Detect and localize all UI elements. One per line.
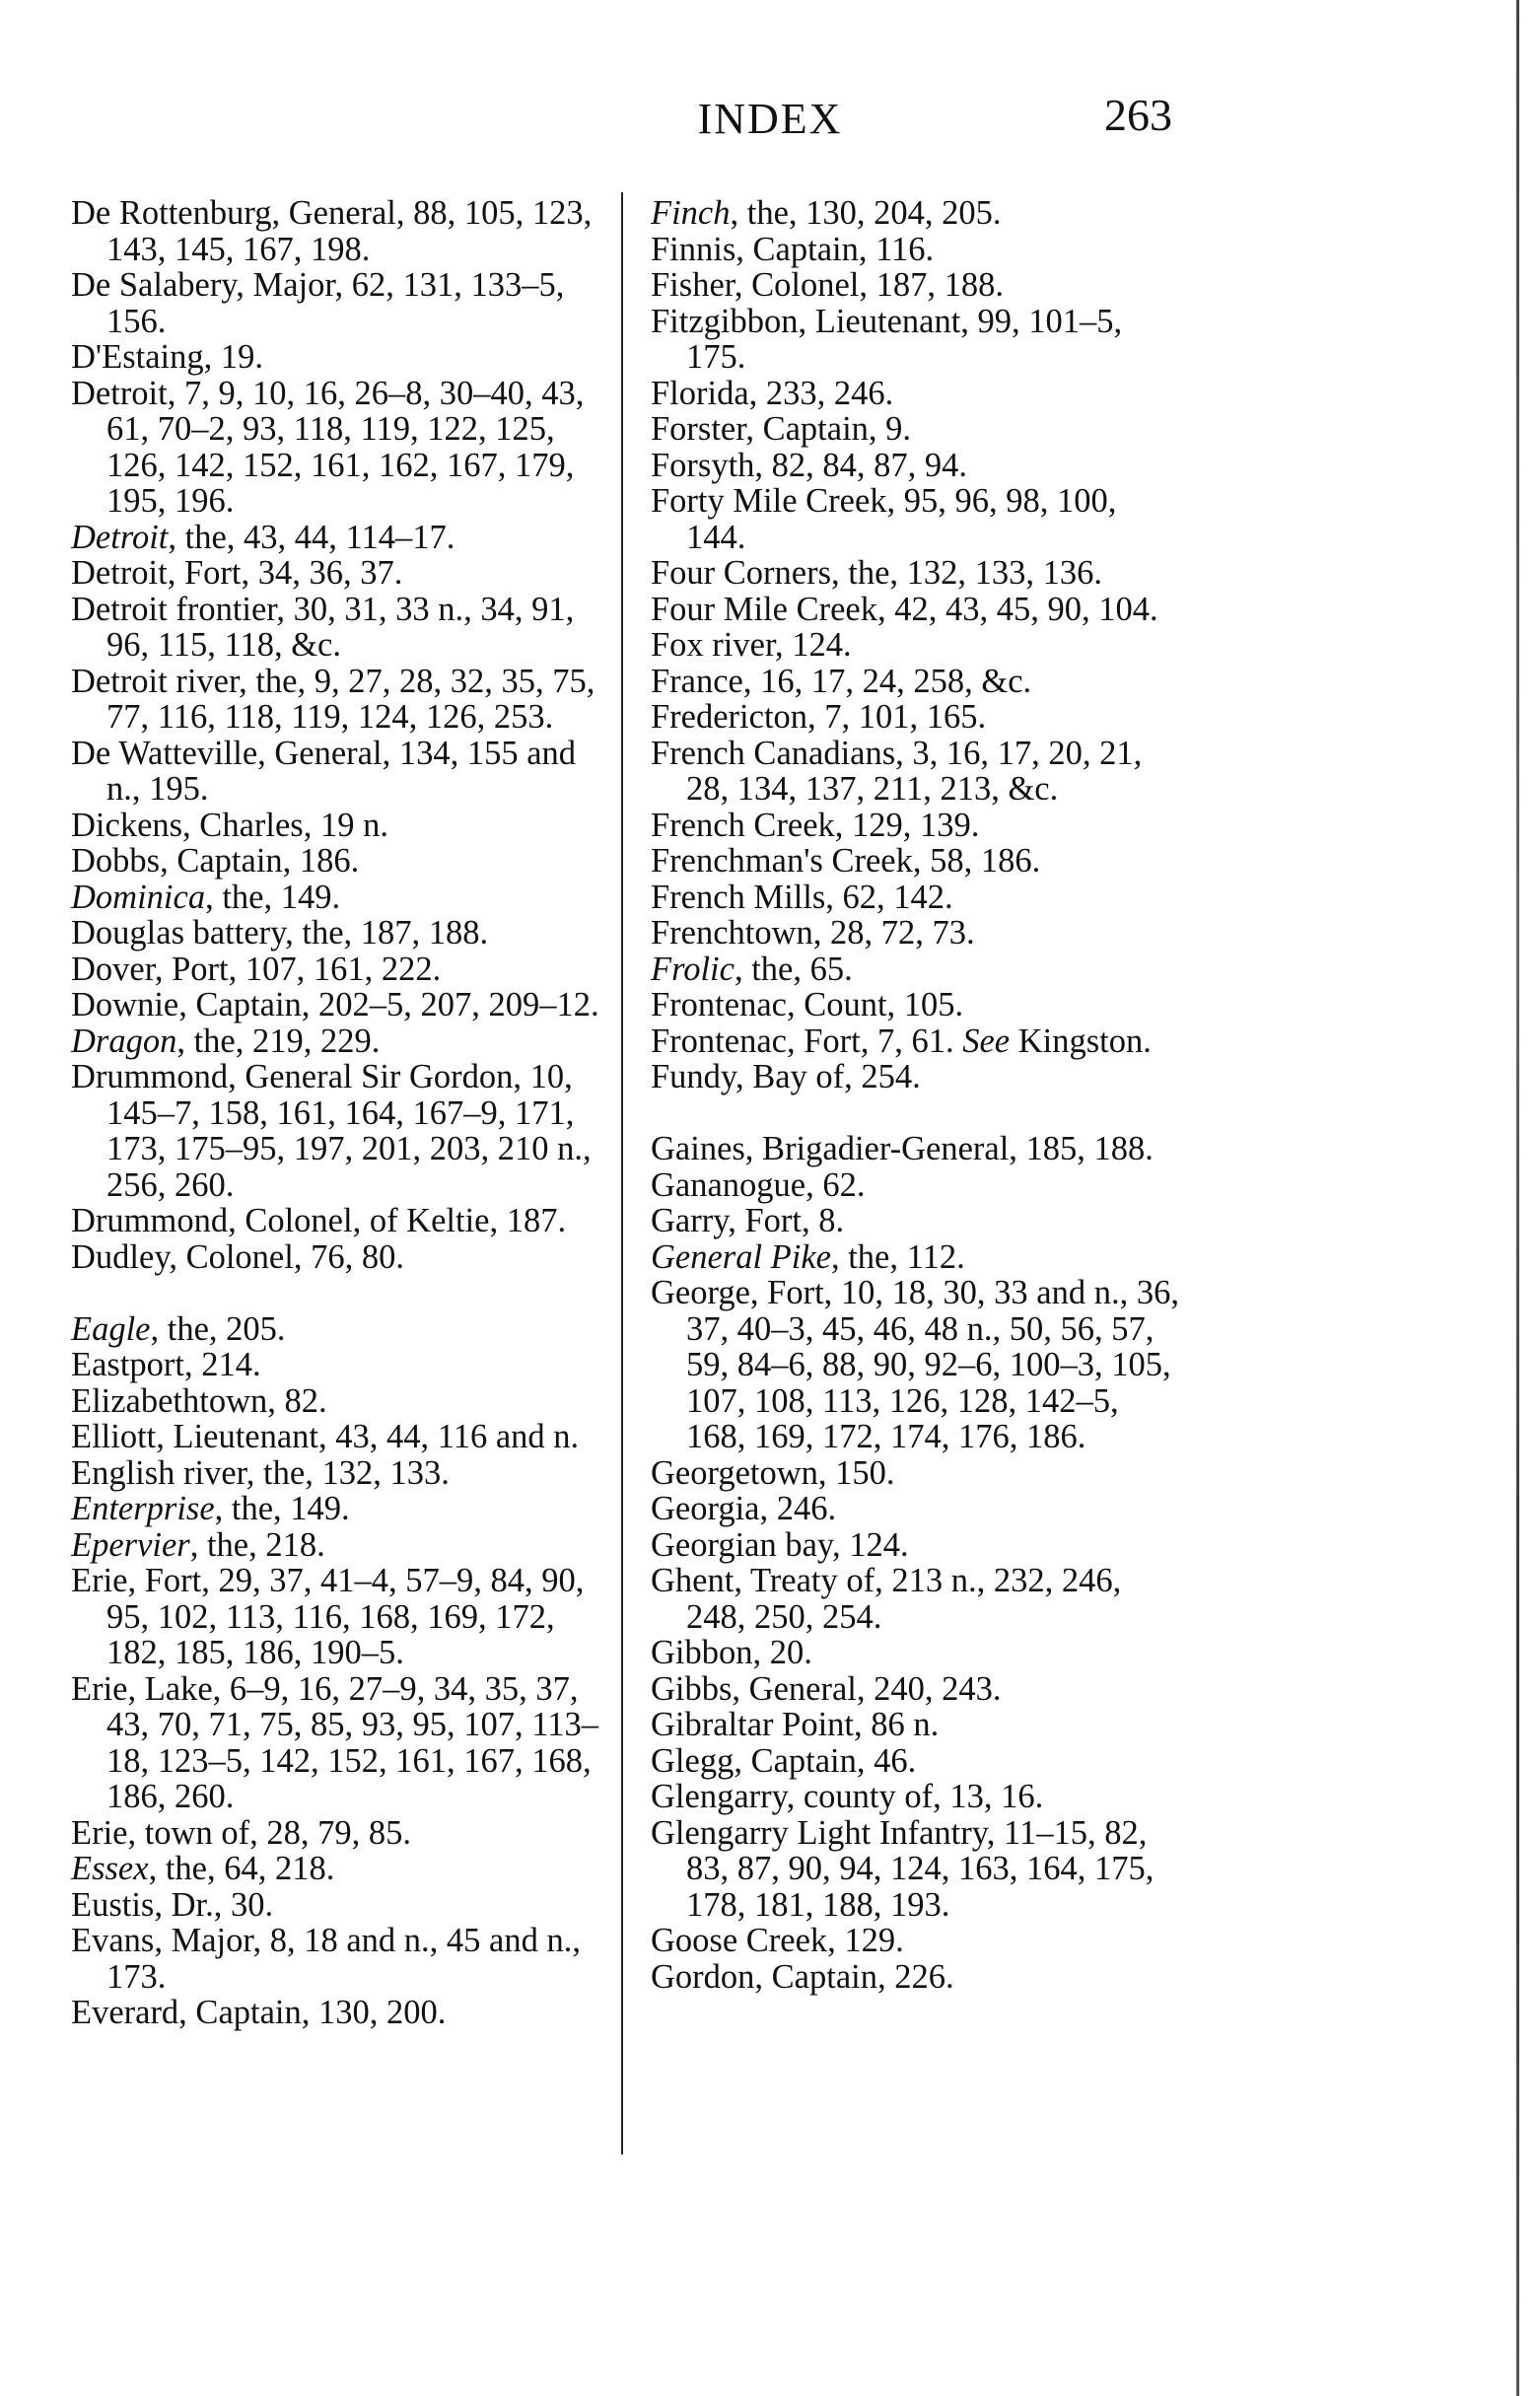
- index-entry: [71, 915, 611, 951]
- entry-text: French Mills, 62, 142.: [651, 878, 953, 916]
- index-entry: [71, 736, 611, 808]
- entry-text: Erie, Fort, 29, 37, 41–4, 57–9, 84, 90, 95, 102, 113, 116, 168, 169, 172, 182, 185, 186, 190–5.: [71, 1562, 585, 1671]
- index-entry: [71, 1923, 611, 1995]
- entry-text: George, Fort, 10, 18, 30, 33 and n., 36, 37, 40–3, 45, 46, 48 n., 50, 56, 57, 59, 84–6, 88, 90, 92–6, 100–3, 105, 107, 108, 113, 126, 128, 142–5, 168, 169, 172, 174, 176, 186.: [651, 1274, 1179, 1455]
- entry-text: Forsyth, 82, 84, 87, 94.: [651, 446, 968, 484]
- entry-text: , the, 112.: [830, 1237, 965, 1276]
- entry-text: , the, 43, 44, 114–17.: [168, 518, 455, 556]
- index-entry: [71, 555, 611, 592]
- section-gap: [71, 1275, 611, 1311]
- index-entry: [651, 1671, 1183, 1708]
- entry-text: Detroit river, the, 9, 27, 28, 32, 35, 75, 77, 116, 118, 119, 124, 126, 253.: [71, 662, 595, 736]
- index-entry: [651, 232, 1183, 268]
- index-entry: [71, 1995, 611, 2031]
- entry-text: De Salabery, Major, 62, 131, 133–5, 156.: [71, 266, 565, 340]
- index-entry: [651, 195, 1183, 232]
- index-entry: [71, 1419, 611, 1455]
- entry-italic-title: General Pike: [651, 1237, 831, 1276]
- entry-text: Fitzgibbon, Lieutenant, 99, 101–5, 175.: [651, 302, 1123, 376]
- index-entry: [651, 1563, 1183, 1635]
- entry-text: French Canadians, 3, 16, 17, 20, 21, 28, 134, 137, 211, 213, &c.: [651, 734, 1143, 808]
- index-entry: [651, 1455, 1183, 1492]
- entry-text: D'Estaing, 19.: [71, 338, 263, 376]
- entry-text: , the, 205.: [150, 1309, 286, 1348]
- entry-text: Eustis, Dr., 30.: [71, 1885, 274, 1924]
- index-entry: [651, 1779, 1183, 1815]
- index-entry: [651, 880, 1183, 916]
- index-entry: [71, 1527, 611, 1564]
- entry-text: Four Corners, the, 132, 133, 136.: [651, 554, 1103, 592]
- entry-text: Georgian bay, 124.: [651, 1525, 909, 1564]
- entry-text: Florida, 233, 246.: [651, 374, 894, 412]
- entry-text: Frontenac, Fort, 7, 61.: [651, 1022, 963, 1060]
- index-right-column: [651, 195, 1183, 1995]
- entry-text: Erie, Lake, 6–9, 16, 27–9, 34, 35, 37, 43, 70, 71, 75, 85, 93, 95, 107, 113–18, 123–5, 142, 152, 161, 167, 168, 186, 260.: [71, 1669, 598, 1815]
- entry-italic-title: Frolic: [651, 950, 735, 988]
- entry-text: Fox river, 124.: [651, 626, 852, 664]
- index-entry: [71, 1563, 611, 1671]
- column-divider: [621, 192, 623, 2154]
- entry-italic-title: Essex: [71, 1850, 149, 1887]
- index-entry: [651, 1923, 1183, 1959]
- index-entry: [71, 1059, 611, 1203]
- index-entry: [651, 267, 1183, 304]
- index-entry: [651, 483, 1183, 555]
- entry-text: Georgia, 246.: [651, 1490, 837, 1527]
- index-entry: [71, 520, 611, 556]
- index-entry: [71, 808, 611, 844]
- index-entry: [651, 411, 1183, 448]
- entry-text: Ghent, Treaty of, 213 n., 232, 246, 248, 250, 254.: [651, 1562, 1122, 1636]
- entry-see-target: Kingston.: [1010, 1022, 1152, 1060]
- entry-text: Dobbs, Captain, 186.: [71, 842, 360, 880]
- index-entry: [71, 880, 611, 916]
- index-entry: [71, 592, 611, 664]
- entry-text: Downie, Captain, 202–5, 207, 209–12.: [71, 986, 599, 1023]
- index-entry: [651, 699, 1183, 736]
- entry-text: Gibbs, General, 240, 243.: [651, 1669, 1002, 1708]
- index-entry: [651, 1059, 1183, 1095]
- entry-text: Forster, Captain, 9.: [651, 410, 912, 448]
- index-entry: [651, 1743, 1183, 1780]
- entry-text: Gaines, Brigadier-General, 185, 188.: [651, 1130, 1154, 1167]
- index-entry: [71, 1311, 611, 1348]
- entry-italic-title: Detroit: [71, 518, 169, 556]
- entry-text: , the, 149.: [205, 878, 341, 916]
- entry-text: Detroit, 7, 9, 10, 16, 26–8, 30–40, 43, 61, 70–2, 93, 118, 119, 122, 125, 126, 142, 152, 161, 162, 167, 179, 195, 196.: [71, 374, 585, 520]
- index-entry: [651, 1635, 1183, 1671]
- index-entry: [71, 1455, 611, 1492]
- section-gap: [651, 1095, 1183, 1132]
- index-entry: [651, 843, 1183, 880]
- entry-text: Glengarry, county of, 13, 16.: [651, 1778, 1044, 1815]
- index-entry: [71, 1347, 611, 1383]
- index-entry: [71, 1023, 611, 1060]
- index-entry: [651, 808, 1183, 844]
- index-entry: [651, 448, 1183, 484]
- index-entry: [651, 915, 1183, 951]
- index-entry: [71, 664, 611, 736]
- entry-italic-title: Enterprise: [71, 1490, 215, 1527]
- entry-text: Goose Creek, 129.: [651, 1922, 904, 1959]
- entry-text: Dover, Port, 107, 161, 222.: [71, 950, 442, 988]
- entry-text: Detroit, Fort, 34, 36, 37.: [71, 554, 403, 592]
- entry-text: Fundy, Bay of, 254.: [651, 1058, 921, 1095]
- index-entry: [71, 1203, 611, 1239]
- entry-text: , the, 149.: [214, 1490, 350, 1527]
- entry-see-reference: See: [962, 1022, 1011, 1060]
- entry-text: France, 16, 17, 24, 258, &c.: [651, 662, 1032, 700]
- index-entry: [651, 555, 1183, 592]
- entry-text: Elizabethtown, 82.: [71, 1381, 327, 1420]
- index-entry: [71, 987, 611, 1023]
- page-edge: [1516, 0, 1519, 2396]
- entry-text: Frontenac, Count, 105.: [651, 986, 964, 1023]
- entry-text: , the, 65.: [734, 950, 853, 988]
- entry-text: Drummond, Colonel, of Keltie, 187.: [71, 1202, 567, 1239]
- index-entry: [651, 304, 1183, 376]
- entry-text: Eastport, 214.: [71, 1346, 261, 1383]
- entry-text: Evans, Major, 8, 18 and n., 45 and n., 173.: [71, 1922, 581, 1996]
- entry-text: Gibbon, 20.: [651, 1634, 812, 1671]
- index-entry: [651, 1167, 1183, 1204]
- entry-text: De Watteville, General, 134, 155 and n., 195.: [71, 734, 577, 808]
- entry-text: Glegg, Captain, 46.: [651, 1741, 917, 1780]
- entry-italic-title: Dominica: [71, 878, 206, 916]
- entry-text: Douglas battery, the, 187, 188.: [71, 914, 489, 951]
- index-entry: [651, 1203, 1183, 1239]
- entry-italic-title: Epervier: [71, 1525, 190, 1564]
- index-entry: [651, 1527, 1183, 1564]
- entry-text: Gananogue, 62.: [651, 1165, 866, 1204]
- index-entry: [71, 843, 611, 880]
- index-entry: [71, 195, 611, 267]
- index-entry: [71, 1491, 611, 1527]
- index-entry: [651, 1131, 1183, 1167]
- entry-text: Frenchman's Creek, 58, 186.: [651, 842, 1041, 880]
- entry-text: French Creek, 129, 139.: [651, 806, 980, 844]
- index-entry: [71, 1815, 611, 1852]
- entry-text: Gordon, Captain, 226.: [651, 1957, 954, 1996]
- index-entry: [71, 951, 611, 988]
- index-entry: [651, 1815, 1183, 1924]
- entry-text: , the, 64, 218.: [148, 1850, 335, 1887]
- index-entry: [651, 592, 1183, 628]
- entry-text: Erie, town of, 28, 79, 85.: [71, 1813, 411, 1852]
- index-entry: [651, 1959, 1183, 1996]
- entry-text: Four Mile Creek, 42, 43, 45, 90, 104.: [651, 590, 1158, 628]
- index-entry: [651, 1707, 1183, 1743]
- entry-italic-title: Finch: [651, 194, 731, 232]
- index-entry: [651, 1491, 1183, 1527]
- entry-text: Fredericton, 7, 101, 165.: [651, 698, 987, 736]
- index-entry: [71, 339, 611, 376]
- entry-text: , the, 219, 229.: [176, 1022, 381, 1060]
- index-entry: [651, 664, 1183, 700]
- entry-text: Drummond, General Sir Gordon, 10, 145–7, 158, 161, 164, 167–9, 171, 173, 175–95, 197, 201, 203, 210 n., 256, 260.: [71, 1058, 592, 1204]
- index-entry: [71, 1851, 611, 1887]
- entry-text: , the, 130, 204, 205.: [730, 194, 1002, 232]
- entry-text: Dickens, Charles, 19 n.: [71, 806, 388, 844]
- entry-text: Everard, Captain, 130, 200.: [71, 1994, 447, 2031]
- page-title: INDEX: [697, 95, 843, 143]
- index-entry: [71, 1671, 611, 1815]
- index-entry: [651, 627, 1183, 664]
- index-entry: [71, 1239, 611, 1276]
- entry-text: , the, 218.: [189, 1525, 325, 1564]
- index-entry: [71, 1383, 611, 1420]
- entry-text: Forty Mile Creek, 95, 96, 98, 100, 144.: [651, 482, 1117, 556]
- index-entry: [71, 267, 611, 339]
- entry-text: Elliott, Lieutenant, 43, 44, 116 and n.: [71, 1418, 580, 1455]
- index-entry: [651, 376, 1183, 412]
- entry-text: Glengarry Light Infantry, 11–15, 82, 83, 87, 90, 94, 124, 163, 164, 175, 178, 181, 188, 193.: [651, 1813, 1155, 1924]
- index-entry: [71, 1887, 611, 1924]
- entry-text: Detroit frontier, 30, 31, 33 n., 34, 91, 96, 115, 118, &c.: [71, 590, 575, 664]
- index-entry: [651, 736, 1183, 808]
- index-entry: [651, 1275, 1183, 1455]
- entry-text: English river, the, 132, 133.: [71, 1453, 450, 1492]
- entry-text: Gibraltar Point, 86 n.: [651, 1706, 940, 1743]
- entry-text: Frenchtown, 28, 72, 73.: [651, 914, 975, 951]
- index-entry: [651, 1239, 1183, 1276]
- index-left-column: [71, 195, 611, 2031]
- page-number: 263: [1104, 90, 1172, 140]
- entry-text: Georgetown, 150.: [651, 1453, 895, 1492]
- entry-text: Dudley, Colonel, 76, 80.: [71, 1237, 404, 1276]
- entry-text: Finnis, Captain, 116.: [651, 230, 935, 268]
- entry-italic-title: Dragon: [71, 1022, 177, 1060]
- entry-text: Garry, Fort, 8.: [651, 1202, 845, 1239]
- index-entry: [651, 987, 1183, 1023]
- entry-text: De Rottenburg, General, 88, 105, 123, 143, 145, 167, 198.: [71, 194, 593, 268]
- index-entry: [651, 1023, 1183, 1060]
- entry-text: Fisher, Colonel, 187, 188.: [651, 266, 1004, 304]
- index-entry: [71, 376, 611, 520]
- index-entry: [651, 951, 1183, 988]
- entry-italic-title: Eagle: [71, 1309, 151, 1348]
